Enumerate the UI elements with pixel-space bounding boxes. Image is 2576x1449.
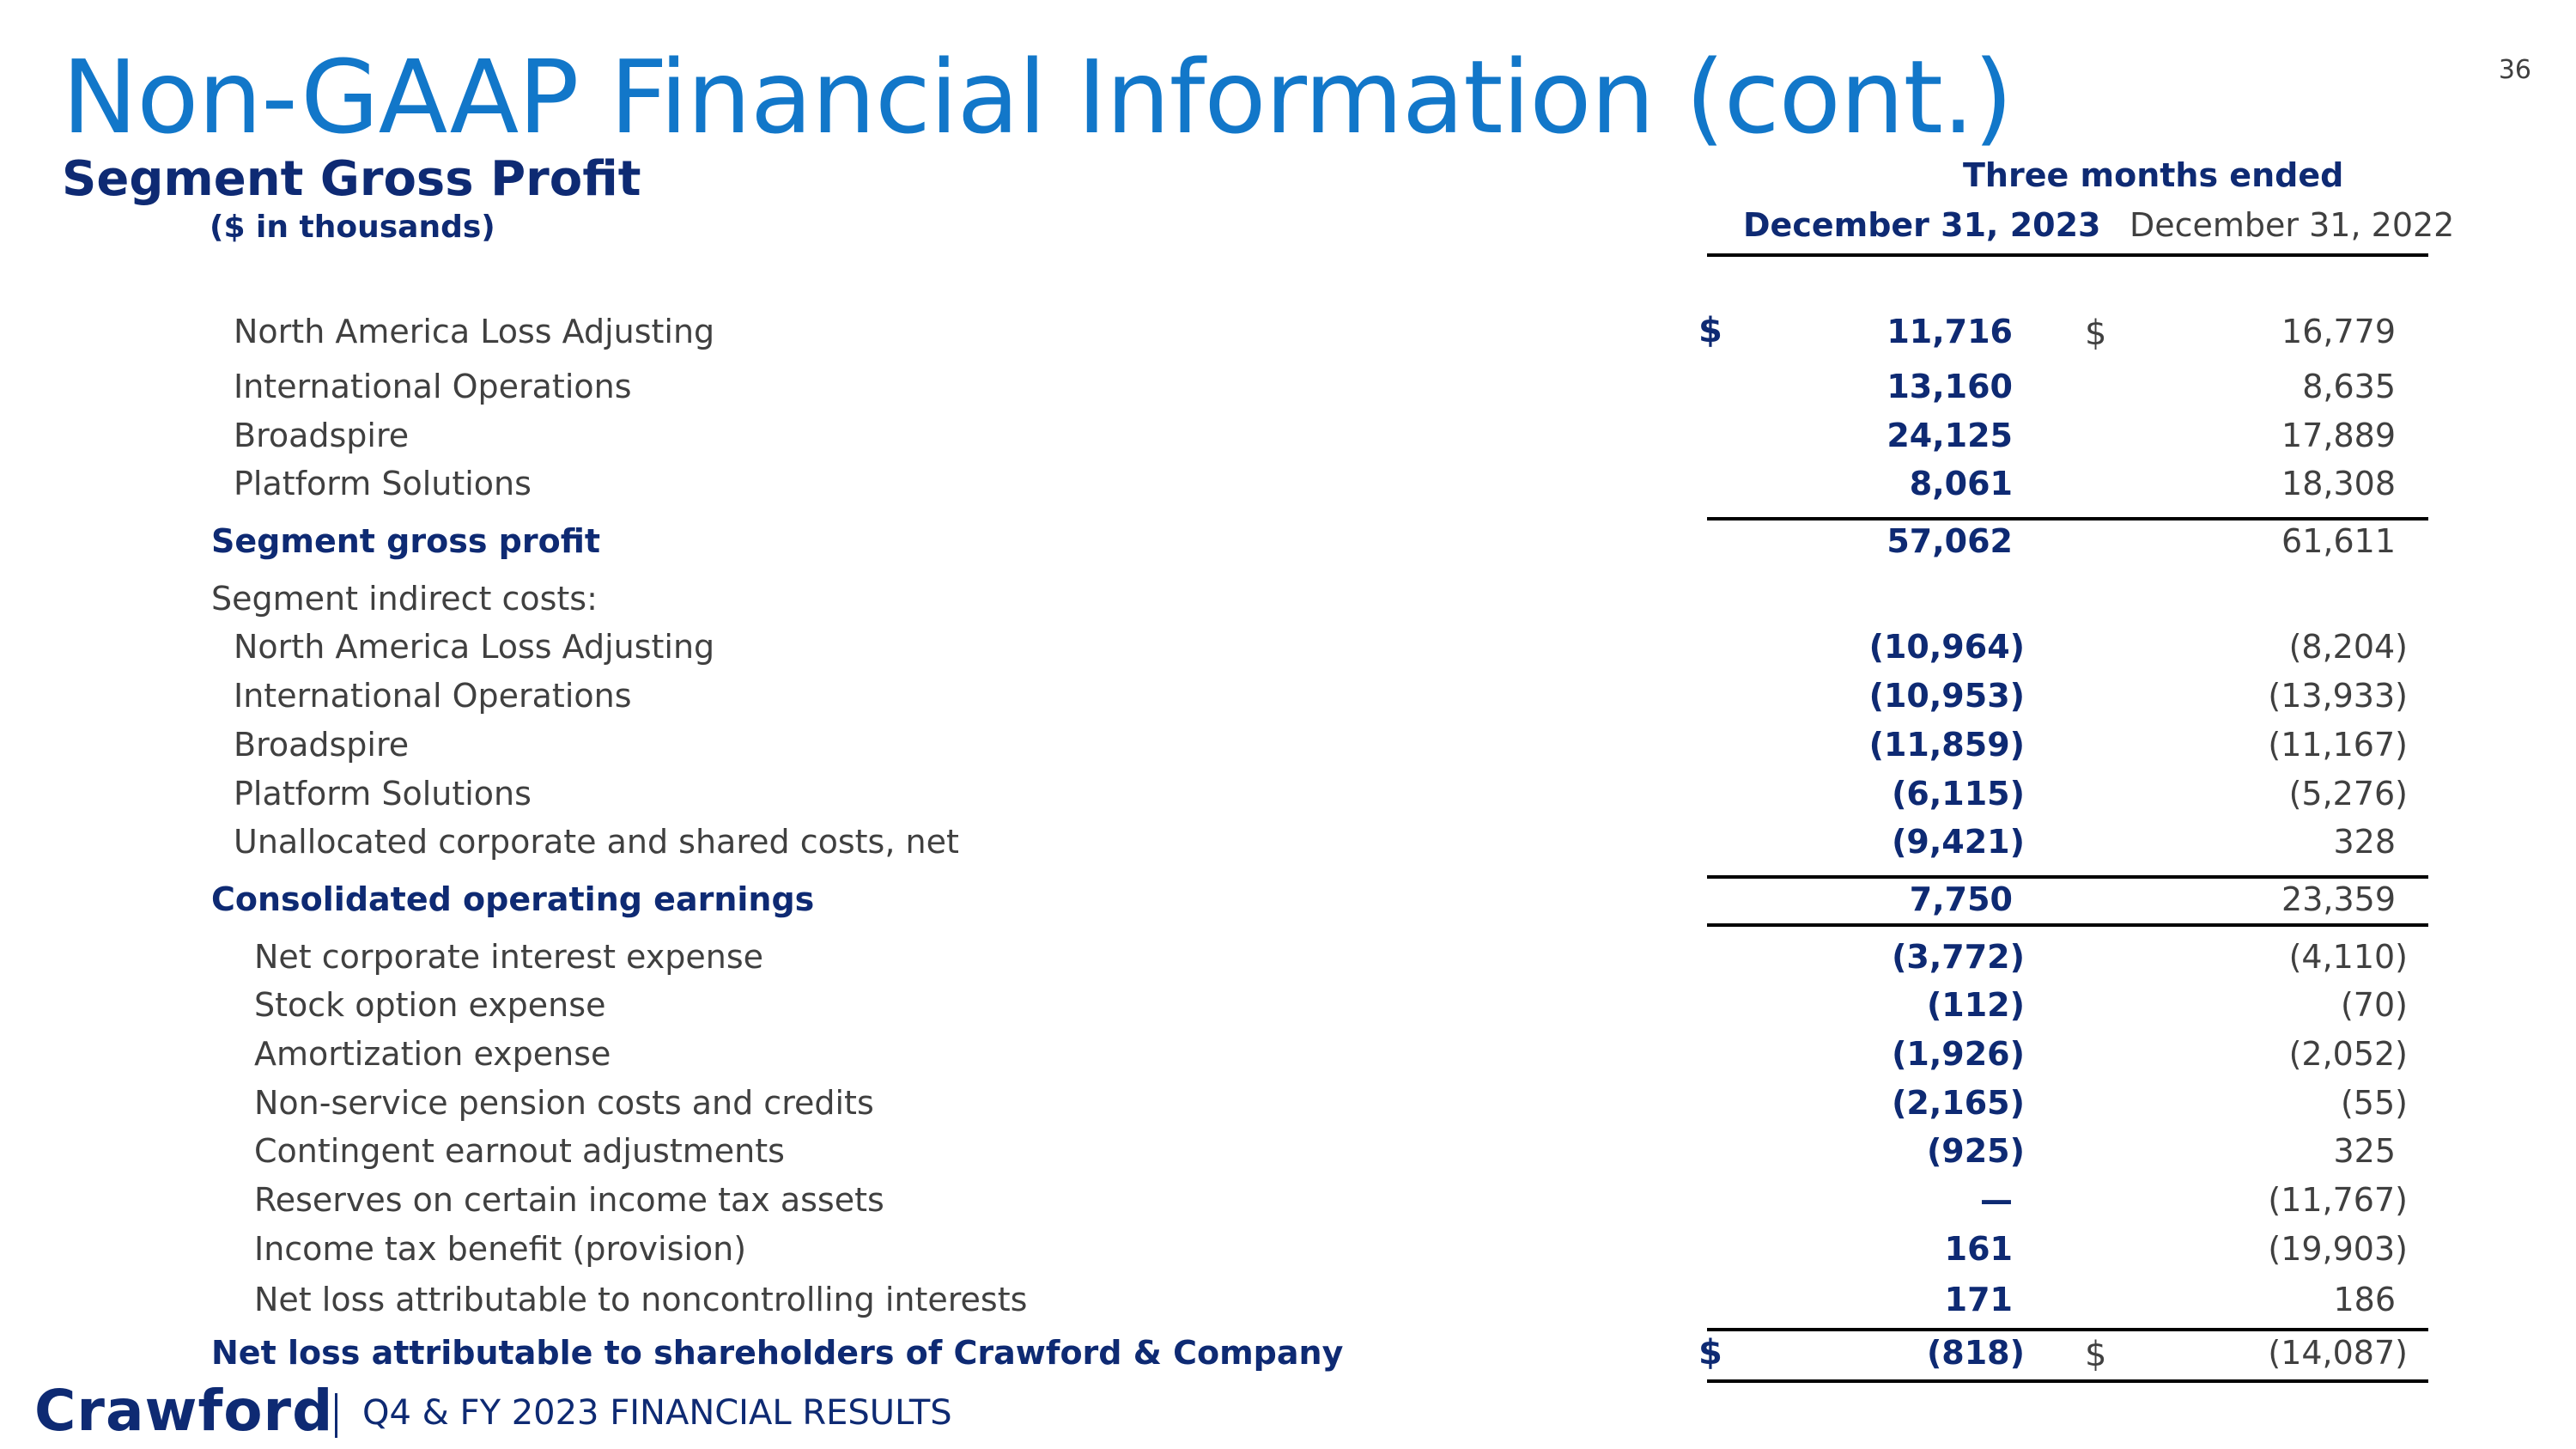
footer-text: Q4 & FY 2023 FINANCIAL RESULTS bbox=[362, 1393, 952, 1433]
row-label: Reserves on certain income tax assets bbox=[254, 1181, 884, 1219]
row-label: Amortization expense bbox=[254, 1035, 611, 1073]
subtotal-rule bbox=[1707, 875, 2428, 879]
value-2023: — bbox=[1980, 1181, 2013, 1219]
row-label: Stock option expense bbox=[254, 986, 606, 1024]
period-header: Three months ended bbox=[1963, 156, 2344, 194]
total-rule bbox=[1707, 1379, 2428, 1383]
value-2022: 325 bbox=[2333, 1132, 2396, 1170]
row-label: International Operations bbox=[234, 677, 632, 715]
currency-symbol-2022: $ bbox=[2085, 1335, 2107, 1374]
value-2022: 61,611 bbox=[2281, 522, 2396, 560]
row-label-total: Consolidated operating earnings bbox=[211, 880, 815, 918]
footer-divider bbox=[335, 1393, 337, 1438]
value-2022: (19,903) bbox=[2268, 1230, 2408, 1268]
value-2022: 16,779 bbox=[2281, 313, 2396, 350]
value-2022: 186 bbox=[2333, 1281, 2396, 1318]
row-label: Income tax benefit (provision) bbox=[254, 1230, 747, 1268]
column-header-2022: December 31, 2022 bbox=[2129, 206, 2455, 244]
row-label: North America Loss Adjusting bbox=[234, 628, 715, 666]
row-label: Net corporate interest expense bbox=[254, 938, 764, 976]
value-2023: (1,926) bbox=[1892, 1035, 2025, 1073]
value-2023: (10,953) bbox=[1868, 677, 2025, 715]
value-2023: 7,750 bbox=[1909, 880, 2013, 918]
row-label: International Operations bbox=[234, 368, 632, 405]
value-2022: (8,204) bbox=[2288, 628, 2408, 666]
row-label: Broadspire bbox=[234, 726, 410, 764]
value-2023: 57,062 bbox=[1886, 522, 2013, 560]
total-rule bbox=[1707, 1328, 2428, 1331]
row-label: Non-service pension costs and credits bbox=[254, 1084, 874, 1122]
subtotal-rule bbox=[1707, 923, 2428, 927]
page-title: Non-GAAP Financial Information (cont.) bbox=[62, 38, 2013, 156]
value-2022: 328 bbox=[2333, 823, 2396, 861]
value-2022: 8,635 bbox=[2302, 368, 2396, 405]
header-rule bbox=[1707, 253, 2428, 257]
value-2022: (11,767) bbox=[2268, 1181, 2408, 1219]
value-2023: (11,859) bbox=[1868, 726, 2025, 764]
page-number: 36 bbox=[2498, 55, 2531, 85]
currency-symbol-2022: $ bbox=[2085, 314, 2107, 353]
value-2023: 11,716 bbox=[1886, 313, 2013, 350]
currency-symbol-2023: $ bbox=[1698, 1333, 1722, 1373]
value-2023: (9,421) bbox=[1892, 823, 2025, 861]
row-label: Platform Solutions bbox=[234, 465, 532, 502]
value-2022: (2,052) bbox=[2288, 1035, 2408, 1073]
value-2023: 8,061 bbox=[1909, 465, 2013, 502]
value-2023: (112) bbox=[1926, 986, 2025, 1024]
value-2023: 24,125 bbox=[1886, 417, 2013, 454]
value-2022: (11,167) bbox=[2268, 726, 2408, 764]
value-2023: (6,115) bbox=[1892, 775, 2025, 813]
value-2022: 17,889 bbox=[2281, 417, 2396, 454]
value-2023: (925) bbox=[1926, 1132, 2025, 1170]
row-label: Net loss attributable to noncontrolling interests bbox=[254, 1281, 1028, 1318]
value-2023: (3,772) bbox=[1892, 938, 2025, 976]
crawford-logo: Crawford bbox=[34, 1378, 334, 1444]
value-2022: (70) bbox=[2340, 986, 2408, 1024]
section-subtitle: Segment Gross Profit bbox=[62, 151, 641, 207]
column-header-2023: December 31, 2023 bbox=[1743, 206, 2101, 244]
value-2022: (14,087) bbox=[2268, 1334, 2408, 1372]
value-2022: (13,933) bbox=[2268, 677, 2408, 715]
row-label: Contingent earnout adjustments bbox=[254, 1132, 785, 1170]
subtotal-rule bbox=[1707, 517, 2428, 521]
row-label: Broadspire bbox=[234, 417, 410, 454]
value-2023: (10,964) bbox=[1868, 628, 2025, 666]
currency-symbol-2023: $ bbox=[1698, 311, 1722, 350]
value-2022: (55) bbox=[2340, 1084, 2408, 1122]
value-2023: (818) bbox=[1926, 1334, 2025, 1372]
row-label: Platform Solutions bbox=[234, 775, 532, 813]
value-2023: 171 bbox=[1944, 1281, 2013, 1318]
row-label: North America Loss Adjusting bbox=[234, 313, 715, 350]
row-label: Unallocated corporate and shared costs, net bbox=[234, 823, 959, 861]
value-2022: 23,359 bbox=[2281, 880, 2396, 918]
value-2022: (4,110) bbox=[2288, 938, 2408, 976]
units-note: ($ in thousands) bbox=[210, 210, 495, 245]
row-label-total: Segment gross profit bbox=[211, 522, 601, 560]
value-2023: 13,160 bbox=[1886, 368, 2013, 405]
value-2023: 161 bbox=[1944, 1230, 2013, 1268]
value-2022: (5,276) bbox=[2288, 775, 2408, 813]
row-label: Segment indirect costs: bbox=[211, 580, 598, 618]
value-2023: (2,165) bbox=[1892, 1084, 2025, 1122]
row-label-total: Net loss attributable to shareholders of Crawford & Company bbox=[211, 1334, 1344, 1372]
value-2022: 18,308 bbox=[2281, 465, 2396, 502]
